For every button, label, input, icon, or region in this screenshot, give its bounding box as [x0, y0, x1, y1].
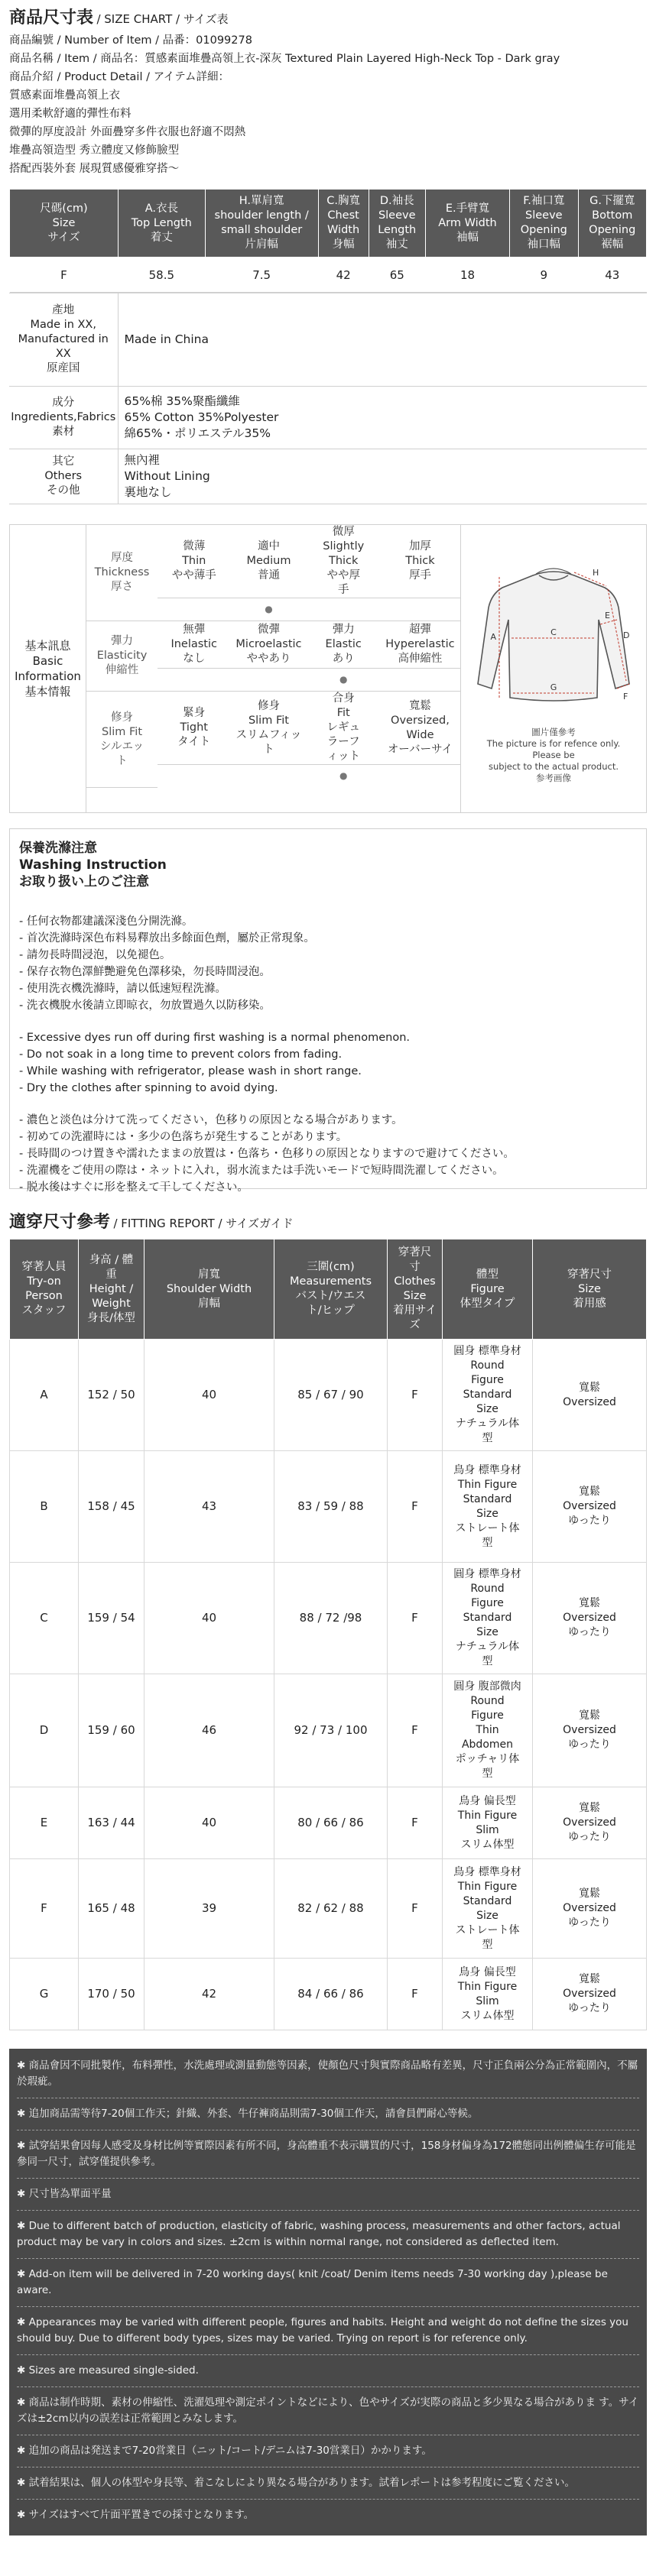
- fit-label: 修身 Slim Fit シルエッ ト: [86, 692, 158, 788]
- indicator-dot: [158, 669, 230, 692]
- product-info: [9, 31, 647, 178]
- clothes-size: F: [388, 1563, 443, 1674]
- notice-item: ✱ Sizes are measured single-sided.: [17, 2364, 199, 2377]
- washing-line: - 洗衣機脫水後請立即晾衣，勿放置過久以防移染。: [19, 1000, 271, 1012]
- notice-item: ✱ 商品會因不同批製作，布料彈性，水洗處理或測量動態等因素，使顏色尺寸與實際商品略有差異，尺寸正負兩公分為正常範圍內，不屬於瑕疵。: [17, 2059, 638, 2088]
- size-cell: 42: [318, 258, 369, 293]
- measurements: 80 / 66 / 86: [274, 1787, 388, 1859]
- diagram-label-d: D: [623, 630, 630, 640]
- option-microelastic: 微彈 Microelastic ややあり: [230, 621, 307, 669]
- thickness-label: 厚度 Thickness 厚さ: [86, 525, 158, 621]
- shoulder-width: 42: [145, 1959, 274, 2030]
- origin-row: [9, 293, 647, 387]
- measurements: 88 / 72 /98: [274, 1563, 388, 1674]
- diagram-label-f: F: [623, 691, 628, 702]
- fit-feel: 寬鬆 Oversized ゆったり: [533, 1787, 647, 1859]
- shoulder-width-header: 肩寬 Shoulder Width 肩幅: [145, 1239, 274, 1340]
- notice-item: ✱ 尺寸皆為單面平量: [17, 2188, 112, 2200]
- indicator-dot: [230, 765, 307, 788]
- option-tight: 緊身 Tight タイト: [158, 692, 230, 765]
- size-cell: 18: [425, 258, 509, 293]
- clothes-size: F: [388, 1959, 443, 2030]
- size-chart-subtitle: / SIZE CHART / サイズ表: [96, 12, 229, 26]
- shoulder-width: 40: [145, 1563, 274, 1674]
- fit-feel: 寬鬆 Oversized ゆったり: [533, 1859, 647, 1959]
- fit-feel-header: 穿著尺寸 Size 着用感: [533, 1239, 647, 1340]
- option-elastic: 彈力 Elastic あり: [307, 621, 380, 669]
- notice-item: ✱ Due to different batch of production, elasticity of fabric, washing process, measurements and other factors, actual product may be vary in colors and sizes. ±2cm is within normal range, not considered as deflected item.: [17, 2220, 621, 2248]
- notice-en: [17, 2218, 639, 2379]
- indicator-dot: [158, 598, 230, 621]
- size-cell: 9: [510, 258, 578, 293]
- measurements-header: 三圍(cm) Measurements バスト/ウエス ト/ヒップ: [274, 1239, 388, 1340]
- arm-width-header: E.手臂寬 Arm Width 袖幅: [425, 190, 509, 258]
- notice-item: ✱ Appearances may be varied with different people, figures and habits. Height and weight do not define the sizes you should buy. Due to different body types, sizes may be varied. Trying on report is for reference only.: [17, 2316, 628, 2344]
- diagram-label-e: E: [605, 610, 610, 621]
- person-header: 穿著人員 Try-on Person スタッフ: [10, 1239, 79, 1340]
- washing-line: - Dry the clothes after spinning to avoid dying.: [19, 1082, 278, 1094]
- measurements: 92 / 73 / 100: [274, 1674, 388, 1787]
- washing-line: - 任何衣物都建議深淺色分開洗滌。: [19, 915, 193, 928]
- shoulder-width: 40: [145, 1787, 274, 1859]
- fit-feel: 寬鬆 Oversized ゆったり: [533, 1563, 647, 1674]
- washing-zh: [19, 913, 638, 1014]
- size-chart-heading: [9, 0, 647, 28]
- indicator-dot: ●: [230, 598, 307, 621]
- shoulder-length-header: H.單肩寬 shoulder length / small shoulder 片肩幅: [205, 190, 318, 258]
- fitting-row: [10, 1959, 647, 2030]
- diagram-label-c: C: [550, 627, 557, 637]
- figure-type: 鳥身 標準身材 Thin Figure Standard Size ストレート体 型: [443, 1451, 533, 1563]
- try-on-person: D: [10, 1674, 79, 1787]
- fitting-row: [10, 1859, 647, 1959]
- try-on-person: B: [10, 1451, 79, 1563]
- washing-line: - 長時間のつけ置きや濡れたままの放置は・色落ち・色移りの原因となりますので避けてください。: [19, 1148, 515, 1160]
- try-on-person: E: [10, 1787, 79, 1859]
- sleeve-opening-header: F.袖口寬 Sleeve Opening 袖口幅: [510, 190, 578, 258]
- height-weight: 152 / 50: [79, 1340, 145, 1451]
- diagram-note: 圖片僅參考 The picture is for refence only. Please be subject to the actual product. 参考画像: [486, 726, 621, 783]
- option-oversized: 寬鬆 Oversized, Wide オーバーサイ: [380, 692, 460, 765]
- option-slim-fit: 修身 Slim Fit スリムフィッ ト: [230, 692, 307, 765]
- size-cell: 7.5: [205, 258, 318, 293]
- indicator-dot: [230, 669, 307, 692]
- sweater-diagram-icon: [466, 554, 641, 722]
- indicator-dot: [380, 669, 460, 692]
- fitting-title: 適穿尺寸參考: [9, 1213, 111, 1232]
- product-name: 商品名稱 / Item / 商品名：質感素面堆疊高領上衣-深灰 Textured Plain Layered High-Neck Top - Dark gray: [9, 53, 560, 65]
- option-fit: 合身 Fit レギュ ラーフ ィット: [307, 692, 380, 765]
- option-inelastic: 無彈 Inelastic なし: [158, 621, 230, 669]
- washing-line: - 請勿長時間浸泡，以免褪色。: [19, 949, 171, 961]
- washing-title: 保養洗滌注意 Washing Instruction お取り扱い上のご注意: [19, 841, 167, 889]
- washing-en: [19, 1029, 638, 1097]
- others-value: 無內裡 Without Lining 裏地なし: [118, 449, 647, 504]
- notice-zh: [17, 2058, 639, 2202]
- fitting-row: [10, 1340, 647, 1451]
- height-weight: 159 / 60: [79, 1674, 145, 1787]
- clothes-size: F: [388, 1451, 443, 1563]
- figure-type: 鳥身 偏長型 Thin Figure Slim スリム体型: [443, 1787, 533, 1859]
- product-detail-line: 搭配西裝外套 展現質感優雅穿搭～: [9, 163, 180, 175]
- height-weight: 170 / 50: [79, 1959, 145, 2030]
- size-chart-title: 商品尺寸表: [9, 8, 94, 28]
- basic-info-grid: [86, 525, 461, 812]
- bottom-opening-header: G.下擺寬 Bottom Opening 裾幅: [578, 190, 646, 258]
- washing-line: - Excessive dyes run off during first washing is a normal phenomenon.: [19, 1032, 410, 1044]
- washing-line: - Do not soak in a long time to prevent colors from fading.: [19, 1048, 343, 1061]
- figure-type: 圓身 標準身材 Round Figure Standard Size ナチュラル体 型: [443, 1340, 533, 1451]
- elasticity-label: 彈力 Elasticity 伸縮性: [86, 621, 158, 692]
- height-weight: 158 / 45: [79, 1451, 145, 1563]
- clothes-size: F: [388, 1340, 443, 1451]
- fitting-heading: [9, 1209, 647, 1233]
- measurements: 83 / 59 / 88: [274, 1451, 388, 1563]
- fit-feel: 寬鬆 Oversized ゆったり: [533, 1674, 647, 1787]
- option-thick: 加厚 Thick 厚手: [380, 525, 460, 598]
- clothes-size: F: [388, 1787, 443, 1859]
- fit-feel: 寬鬆 Oversized: [533, 1340, 647, 1451]
- fabric-label: 成分 Ingredients,Fabrics 素材: [9, 387, 118, 449]
- measurements: 84 / 66 / 86: [274, 1959, 388, 2030]
- washing-line: - 洗濯機をご使用の際は・ネットに入れ，弱水流または手洗いモードで短時間洗濯してください。: [19, 1165, 504, 1177]
- shoulder-width: 39: [145, 1859, 274, 1959]
- measurements: 82 / 62 / 88: [274, 1859, 388, 1959]
- sleeve-length-header: D.袖長 Sleeve Length 袖丈: [369, 190, 425, 258]
- fitting-row: [10, 1787, 647, 1859]
- chest-width-header: C.胸寬 Chest Width 身幅: [318, 190, 369, 258]
- try-on-person: C: [10, 1563, 79, 1674]
- shoulder-width: 40: [145, 1340, 274, 1451]
- notice-item: ✱ 試穿結果會因每人感受及身材比例等實際因素有所不同，身高體重不表示購買的尺寸，158身材偏身為172體態同出例體偏生存可能是參同一尺寸，試穿僅提供參考。: [17, 2140, 636, 2168]
- washing-line: - 濃色と淡色は分けて洗ってください，色移りの原因となる場合があります。: [19, 1114, 403, 1126]
- height-weight: 165 / 48: [79, 1859, 145, 1959]
- washing-line: - 保存衣物色澤鮮艷避免色澤移染，勿長時間浸泡。: [19, 966, 271, 978]
- top-length-header: A.衣長 Top Length 着丈: [119, 190, 206, 258]
- basic-information: [9, 524, 647, 813]
- product-number: 商品編號 / Number of Item / 品番：01099278: [9, 34, 252, 47]
- measurements: 85 / 67 / 90: [274, 1340, 388, 1451]
- fitting-row: [10, 1674, 647, 1787]
- indicator-dot: [307, 598, 380, 621]
- notice-ja: [17, 2395, 639, 2523]
- notice-item: ✱ 商品は制作時期、素材の伸縮性、洗濯処理や測定ポイントなどにより、色やサイズが実際の商品と多少異なる場合がありま す。サイズは±2cm以内の誤差は正常範囲とみなします。: [17, 2396, 639, 2425]
- product-detail-line: 微彈的厚度設計 外面疊穿多件衣服也舒適不悶熱: [9, 126, 246, 138]
- try-on-person: F: [10, 1859, 79, 1959]
- fit-feel: 寬鬆 Oversized ゆったり: [533, 1451, 647, 1563]
- fabric-value: 65%棉 35%聚酯纖維 65% Cotton 35%Polyester 綿65%・ポリエステル35%: [118, 387, 647, 449]
- garment-diagram: [461, 525, 646, 812]
- notice-item: ✱ 追加の商品は発送まで7-20営業日（ニット/コート/デニムは7-30営業日）かかります。: [17, 2445, 432, 2457]
- others-row: [9, 449, 647, 504]
- notice-item: ✱ サイズはすべて片面平置きでの採寸となります。: [17, 2509, 255, 2521]
- indicator-dot: ●: [339, 770, 348, 782]
- washing-instruction: [9, 828, 647, 1194]
- figure-type: 鳥身 標準身材 Thin Figure Standard Size ストレート体 型: [443, 1859, 533, 1959]
- product-detail-line: 質感素面堆疊高領上衣: [9, 89, 120, 102]
- notice-item: ✱ Add-on item will be delivered in 7-20 working days( knit /coat/ Denim items needs 7-30 working day ),please be aware.: [17, 2268, 608, 2296]
- clothes-size: F: [388, 1674, 443, 1787]
- figure-type: 圓身 標準身材 Round Figure Standard Size ナチュラル体 型: [443, 1563, 533, 1674]
- indicator-dot: ●: [307, 669, 380, 692]
- fitting-table: [9, 1239, 647, 2030]
- washing-line: - 首次洗滌時深色布料易釋放出多餘面色劑，屬於正常現象。: [19, 932, 315, 945]
- diagram-label-g: G: [550, 682, 557, 692]
- diagram-label-h: H: [593, 567, 599, 578]
- notice-item: ✱ 追加商品需等待7-20個工作天；針織、外套、牛仔褲商品則需7-30個工作天，請會員們耐心等候。: [17, 2108, 479, 2120]
- figure-type: 鳥身 偏長型 Thin Figure Slim スリム体型: [443, 1959, 533, 2030]
- fit-feel: 寬鬆 Oversized ゆったり: [533, 1959, 647, 2030]
- shoulder-width: 46: [145, 1674, 274, 1787]
- height-weight-header: 身高 / 體 重 Height / Weight 身長/体型: [79, 1239, 145, 1340]
- product-detail-line: 堆疊高領造型 秀立體度又修飾臉型: [9, 144, 180, 157]
- option-thin: 微薄 Thin やや薄手: [158, 525, 230, 598]
- washing-line: - 脱水後はすぐに形を整えて干してください。: [19, 1181, 248, 1194]
- height-weight: 159 / 54: [79, 1563, 145, 1674]
- diagram-label-a: A: [490, 631, 496, 642]
- size-cell: 58.5: [119, 258, 206, 293]
- product-detail-line: 選用柔軟舒適的彈性布料: [9, 108, 132, 120]
- option-hyperelastic: 超彈 Hyperelastic 高伸縮性: [380, 621, 460, 669]
- figure-type: 圓身 腹部微肉 Round Figure Thin Abdomen ポッチャリ体 型: [443, 1674, 533, 1787]
- shoulder-width: 43: [145, 1451, 274, 1563]
- option-slightly-thick: 微厚 Slightly Thick やや厚 手: [307, 525, 380, 598]
- washing-ja: [19, 1112, 638, 1196]
- clothes-size-header: 穿著尺 寸 Clothes Size 着用サイ ズ: [388, 1239, 443, 1340]
- fit-row: [86, 692, 460, 765]
- clothes-size: F: [388, 1859, 443, 1959]
- origin-label: 產地 Made in XX, Manufactured in XX 原産国: [9, 293, 118, 387]
- size-row: [10, 258, 647, 293]
- basic-info-label: 基本訊息 Basic Information 基本情報: [10, 525, 86, 812]
- fabric-row: [9, 387, 647, 449]
- fitting-row: [10, 1563, 647, 1674]
- size-cell: F: [10, 258, 119, 293]
- size-chart-table: [9, 189, 647, 293]
- elasticity-row: [86, 621, 460, 669]
- washing-line: - 使用洗衣機洗滌時，請以低速短程洗滌。: [19, 983, 226, 995]
- indicator-dot: [380, 598, 460, 621]
- thickness-row: [86, 525, 460, 598]
- notice-panel: [9, 2049, 647, 2535]
- fitting-row: [10, 1451, 647, 1563]
- washing-line: - While washing with refrigerator, please wash in short range.: [19, 1065, 362, 1077]
- size-header: 尺碼(cm) Size サイズ: [10, 190, 119, 258]
- washing-line: - 初めての洗濯時には・多少の色落ちが発生することがあります。: [19, 1131, 348, 1143]
- try-on-person: A: [10, 1340, 79, 1451]
- fitting-subtitle: / FITTING REPORT / サイズガイド: [113, 1217, 294, 1230]
- indicator-dot: [380, 765, 460, 788]
- others-label: 其它 Others その他: [9, 449, 118, 504]
- figure-header: 體型 Figure 体型タイプ: [443, 1239, 533, 1340]
- attribute-table: [9, 293, 647, 504]
- notice-item: ✱ 試着結果は、個人の体型や身長等、着こなしにより異なる場合があります。試着レポートは参考程度にご覧ください。: [17, 2477, 576, 2489]
- size-cell: 65: [369, 258, 425, 293]
- origin-value: Made in China: [118, 293, 647, 387]
- try-on-person: G: [10, 1959, 79, 2030]
- indicator-dot: [158, 765, 230, 788]
- size-cell: 43: [578, 258, 646, 293]
- height-weight: 163 / 44: [79, 1787, 145, 1859]
- product-detail-label: 商品介紹 / Product Detail / アイテム詳細：: [9, 71, 230, 83]
- option-medium: 適中 Medium 普通: [230, 525, 307, 598]
